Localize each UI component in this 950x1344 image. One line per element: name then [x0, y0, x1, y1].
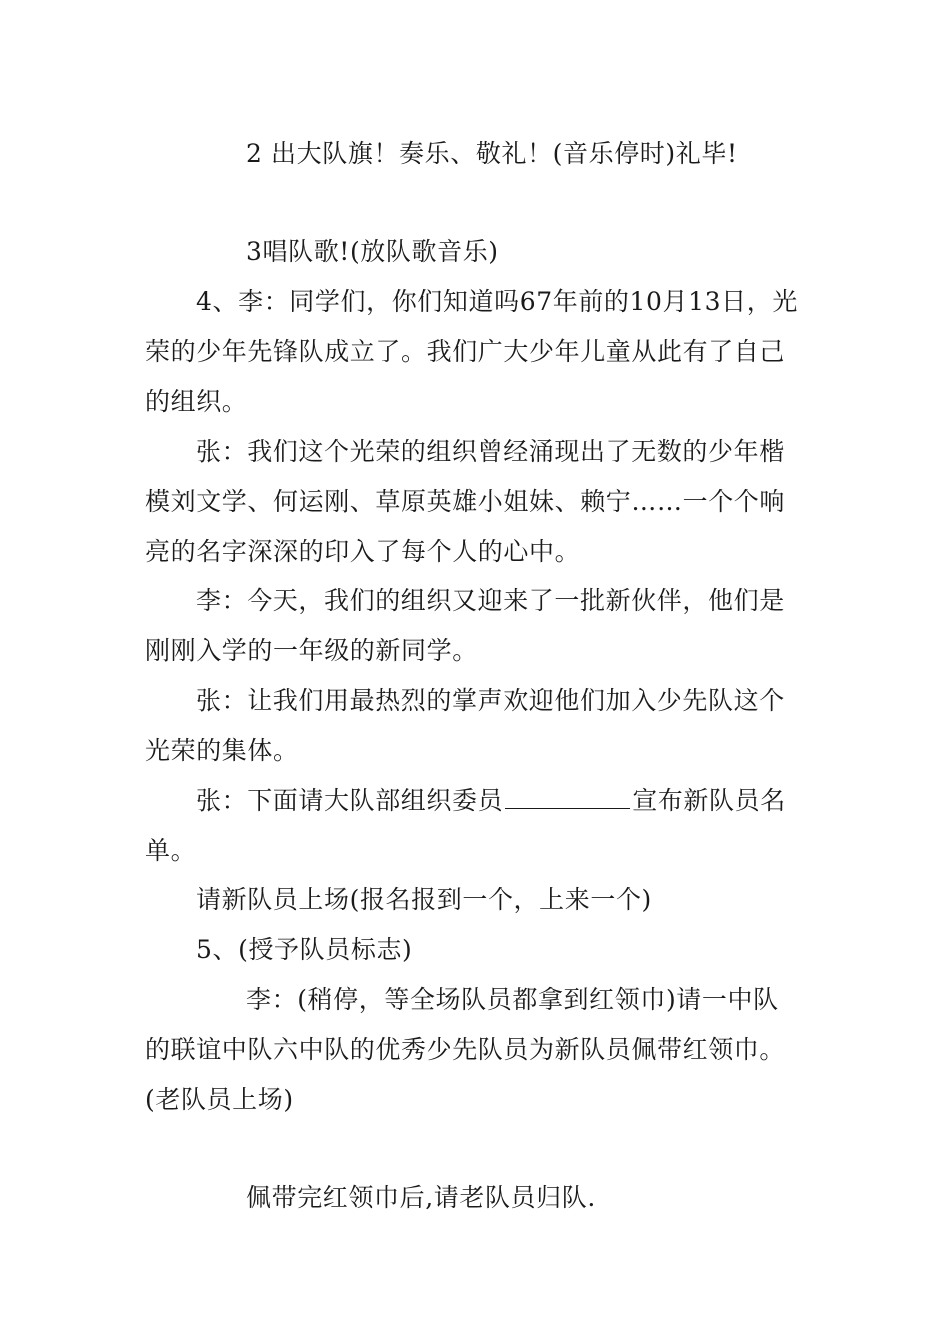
- text-line-li-2a: 李：今天，我们的组织又迎来了一批新伙伴，他们是: [196, 586, 785, 615]
- text-line-badge: 5、(授予队员标志): [196, 935, 413, 964]
- text-announce-prefix: 张：下面请大队部组织委员: [196, 786, 504, 815]
- text-line-li-3b: 的联谊中队六中队的优秀少先队员为新队员佩带红领巾。: [145, 1035, 786, 1064]
- text-line-li-3c: (老队员上场): [145, 1085, 294, 1114]
- text-line-li-3a: 李：(稍停，等全场队员都拿到红领巾)请一中队: [246, 985, 779, 1014]
- text-line-zhang-3b: 单。: [145, 836, 197, 865]
- text-line-zhang-1a: 张：我们这个光荣的组织曾经涌现出了无数的少年楷: [196, 437, 785, 466]
- text-line-zhang-1b: 模刘文学、何运刚、草原英雄小姐妹、赖宁……一个个响: [145, 487, 786, 516]
- text-line-li-1c: 的组织。: [145, 387, 248, 416]
- text-line-li-1a: 4、李：同学们，你们知道吗67年前的10月13日，光: [196, 287, 798, 316]
- text-line-flag: 2 出大队旗！奏乐、敬礼！(音乐停时)礼毕!: [246, 139, 738, 168]
- text-line-zhang-1c: 亮的名字深深的印入了每个人的心中。: [145, 537, 581, 566]
- text-line-li-2b: 刚刚入学的一年级的新同学。: [145, 636, 478, 665]
- text-line-zhang-2b: 光荣的集体。: [145, 736, 299, 765]
- text-line-anthem: 3唱队歌!(放队歌音乐): [246, 237, 499, 266]
- text-line-zhang-2a: 张：让我们用最热烈的掌声欢迎他们加入少先队这个: [196, 686, 785, 715]
- text-announce-suffix: 宣布新队员名: [632, 786, 786, 815]
- text-line-li-1b: 荣的少年先锋队成立了。我们广大少年儿童从此有了自己: [145, 337, 786, 366]
- name-blank-underline: [505, 788, 630, 809]
- text-line-new-members: 请新队员上场(报名报到一个，上来一个): [196, 885, 652, 914]
- text-line-zhang-3a: [196, 786, 786, 816]
- text-line-return: 佩带完红领巾后,请老队员归队.: [246, 1183, 596, 1212]
